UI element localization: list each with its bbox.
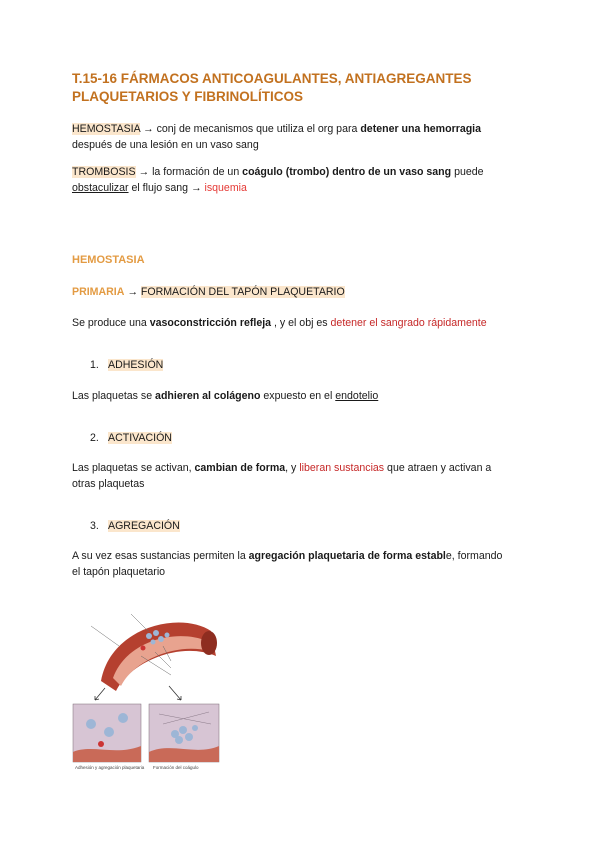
caption-right: Formación del coágulo — [153, 765, 199, 770]
platelet — [185, 733, 193, 741]
section-heading-hemostasia: HEMOSTASIA — [72, 254, 145, 266]
primaria-highlight: FORMACIÓN DEL TAPÓN PLAQUETARIO — [140, 286, 345, 298]
leader-line — [91, 626, 119, 646]
vessel-opening — [201, 631, 217, 655]
red-cell — [141, 646, 146, 651]
red-cell — [98, 741, 104, 747]
arrow-right — [169, 686, 181, 700]
step-text-agregacion: A su vez esas sustancias permiten la agregación plaquetaria de forma estable, formando el tapón plaquetario — [72, 550, 503, 578]
vasoconstriccion-paragraph: Se produce una vasoconstricción refleja , y el obj es detener el sangrado rápidamente — [72, 317, 487, 329]
platelet — [151, 640, 156, 645]
step-heading-adhesion: 1. ADHESIÓN — [90, 359, 164, 371]
platelet — [118, 713, 128, 723]
platelet — [175, 736, 183, 744]
hemostasia-term: HEMOSTASIA — [72, 123, 141, 135]
trombosis-term: TROMBOSIS — [72, 166, 136, 178]
step-text-activacion: Las plaquetas se activan, cambian de forma, y liberan sustancias que atraen y activan a otras plaquetas — [72, 462, 492, 490]
step-heading-agregacion: 3. AGREGACIÓN — [90, 520, 180, 532]
platelet — [192, 725, 198, 731]
title-line-1: T.15-16 FÁRMACOS ANTICOAGULANTES, ANTIAGREGANTES — [72, 71, 472, 86]
platelet — [179, 726, 187, 734]
platelet — [146, 633, 152, 639]
leader-line — [141, 656, 171, 675]
isquemia-term: isquemia — [204, 182, 247, 194]
step-text-adhesion: Las plaquetas se adhieren al colágeno expuesto en el endotelio — [72, 390, 379, 402]
primaria-label: PRIMARIA — [72, 286, 125, 298]
platelet-plug-illustration — [71, 606, 221, 774]
arrow-left — [95, 688, 105, 700]
platelet — [153, 630, 159, 636]
trombosis-definition: TROMBOSIS → la formación de un coágulo (trombo) dentro de un vaso sang puede obstaculizar el flujo sang → isquemia — [72, 166, 484, 194]
caption-left: Adhesión y agregación plaquetaria — [75, 765, 145, 770]
leader-line — [131, 614, 149, 632]
step-heading-activacion: 2. ACTIVACIÓN — [90, 432, 172, 444]
platelet — [158, 636, 164, 642]
platelet — [86, 719, 96, 729]
hemostasia-definition: HEMOSTASIA → conj de mecanismos que utiliza el org para detener una hemorragia después de una lesión en un vaso sang — [72, 123, 482, 151]
primaria-line: PRIMARIA → FORMACIÓN DEL TAPÓN PLAQUETARIO — [72, 286, 345, 298]
platelet — [104, 727, 114, 737]
title-line-2: PLAQUETARIOS Y FIBRINOLÍTICOS — [72, 89, 304, 104]
document-title — [72, 70, 542, 106]
illustration-svg — [71, 606, 221, 774]
platelet — [165, 633, 170, 638]
